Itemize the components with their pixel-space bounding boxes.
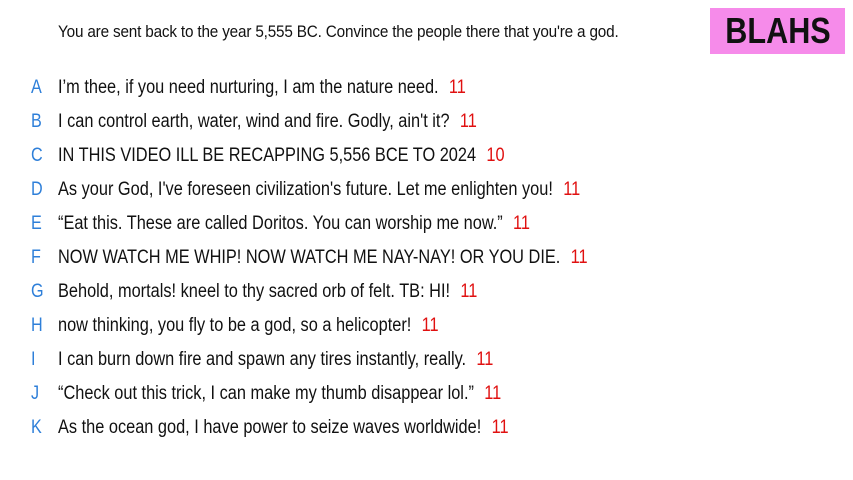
answer-score: 11 <box>513 213 531 234</box>
answer-row <box>0 71 853 105</box>
answer-score: 11 <box>421 315 439 336</box>
answer-text: As the ocean god, I have power to seize waves worldwide! <box>58 417 482 438</box>
answer-row <box>0 173 853 207</box>
answer-row <box>0 275 853 309</box>
answer-score: 10 <box>486 145 505 166</box>
game-title-text: BLAHS <box>724 10 831 51</box>
answer-line <box>58 315 439 337</box>
answer-score: 11 <box>448 77 466 98</box>
answer-text: now thinking, you fly to be a god, so a helicopter! <box>58 315 412 336</box>
answer-letter: D <box>31 179 43 200</box>
answer-row <box>0 207 853 241</box>
answer-line <box>58 281 477 303</box>
answer-line <box>58 417 509 439</box>
answer-row <box>0 343 853 377</box>
answer-text: NOW WATCH ME WHIP! NOW WATCH ME NAY-NAY! OR YOU DIE. <box>58 247 561 268</box>
answer-score: 11 <box>570 247 588 268</box>
answer-text: Behold, mortals! kneel to thy sacred orb of felt. TB: HI! <box>58 281 451 302</box>
answer-score: 11 <box>459 111 477 132</box>
answer-score: 11 <box>484 383 502 404</box>
answer-row <box>0 377 853 411</box>
answer-row <box>0 139 853 173</box>
answer-text: “Eat this. These are called Doritos. You can worship me now.” <box>58 213 503 234</box>
answer-line <box>58 145 505 167</box>
answer-line <box>58 111 477 133</box>
answer-line <box>58 213 530 235</box>
answer-score: 11 <box>460 281 478 302</box>
answer-row <box>0 411 853 445</box>
answer-letter: A <box>31 77 42 98</box>
answer-letter: E <box>31 213 42 234</box>
answer-text: IN THIS VIDEO ILL BE RECAPPING 5,556 BCE TO 2024 <box>58 145 477 166</box>
answer-score: 11 <box>476 349 494 370</box>
answer-score: 11 <box>563 179 581 200</box>
answer-text: I’m thee, if you need nurturing, I am the nature need. <box>58 77 439 98</box>
answer-row <box>0 309 853 343</box>
answer-letter: K <box>31 417 42 438</box>
question-prompt: You are sent back to the year 5,555 BC. Convince the people there that you're a god. <box>58 22 619 41</box>
answer-letter: C <box>31 145 43 166</box>
answer-line <box>58 247 588 269</box>
answer-letter: H <box>31 315 43 336</box>
answer-text: “Check out this trick, I can make my thumb disappear lol.” <box>58 383 474 404</box>
answer-row <box>0 105 853 139</box>
game-title-badge <box>710 8 845 54</box>
answer-letter: B <box>31 111 42 132</box>
answer-letter: F <box>31 247 41 268</box>
answer-text: As your God, I've foreseen civilization's future. Let me enlighten you! <box>58 179 553 200</box>
answer-row <box>0 241 853 275</box>
answer-text: I can control earth, water, wind and fire. Godly, ain't it? <box>58 111 450 132</box>
answer-list <box>0 71 853 445</box>
answer-letter: J <box>31 383 40 404</box>
answer-score: 11 <box>491 417 509 438</box>
answer-letter: I <box>31 349 36 370</box>
answer-line <box>58 349 493 371</box>
answer-letter: G <box>31 281 44 302</box>
answer-line <box>58 179 580 201</box>
answer-text: I can burn down fire and spawn any tires instantly, really. <box>58 349 467 370</box>
answer-line <box>58 77 466 99</box>
answer-line <box>58 383 501 405</box>
